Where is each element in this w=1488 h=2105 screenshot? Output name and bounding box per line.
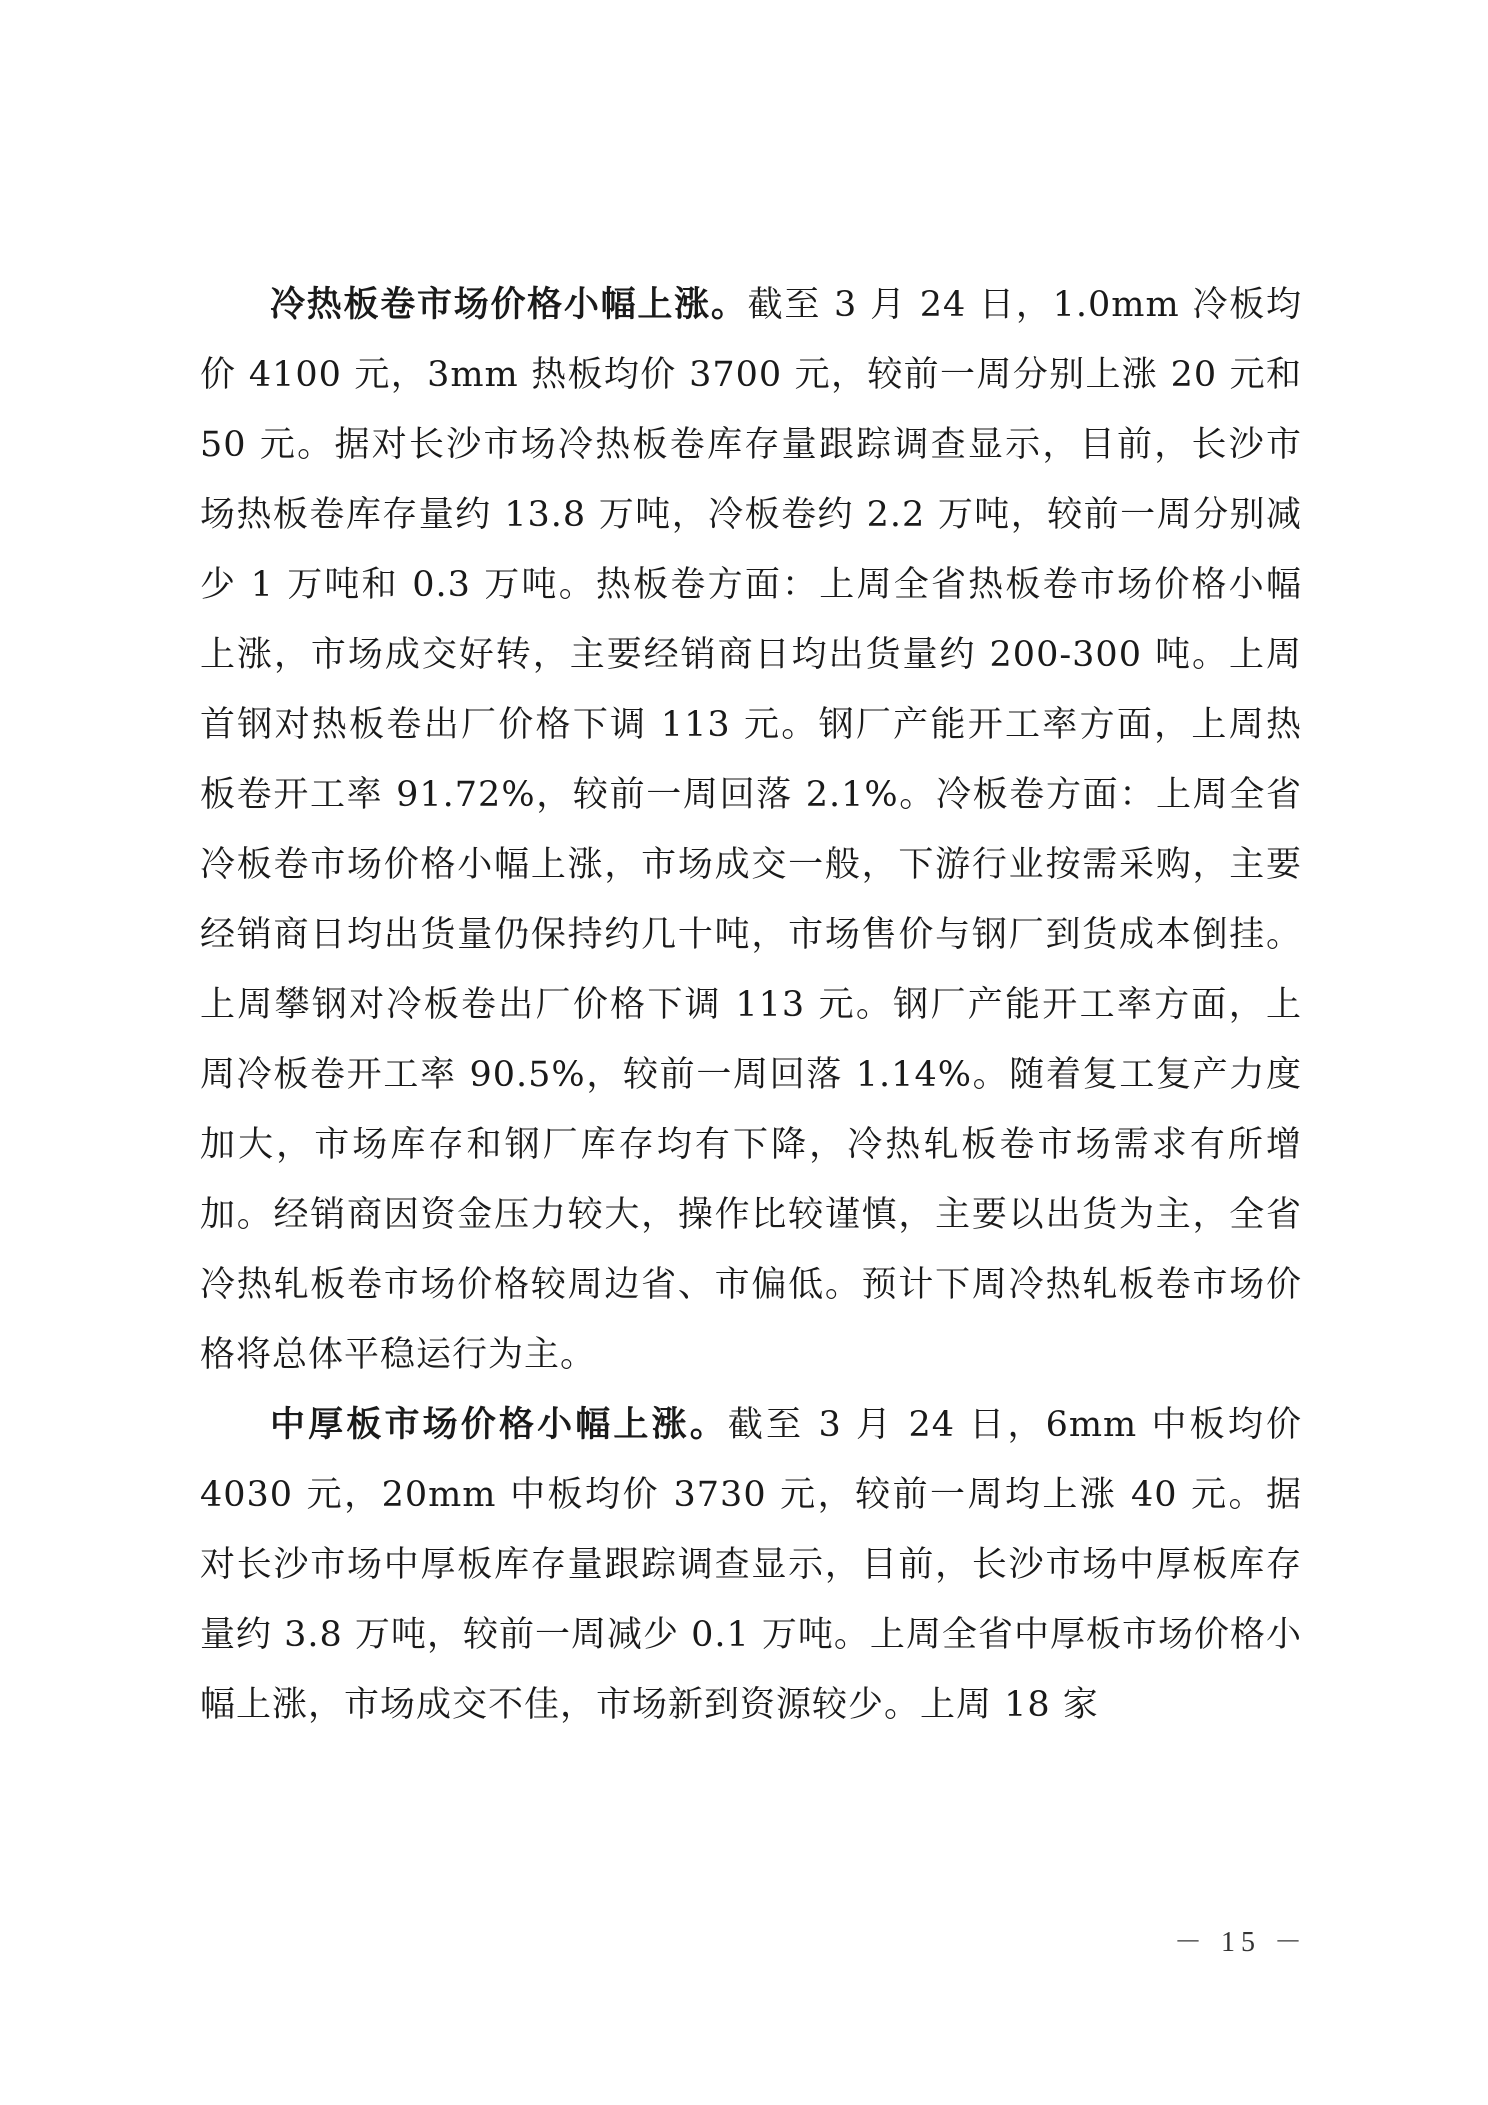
- paragraph-heading: 中厚板市场价格小幅上涨。: [270, 1405, 728, 1445]
- paragraph-text: 截至 3 月 24 日，6mm 中板均价 4030 元，20mm 中板均价 3730 元，较前一周均上涨 40 元。据对长沙市场中厚板库存量跟踪调查显示，目前，长沙市场中厚板库存量约 3.8 万吨，较前一周减少 0.1 万吨。上周全省中厚板市场价格小幅上涨，市场成交不佳，市场新到资源较少。上周 18 家: [200, 1405, 1302, 1725]
- paragraph-cold-hot-coil: [200, 270, 1302, 1390]
- paragraph-heading: 冷热板卷市场价格小幅上涨。: [270, 285, 748, 325]
- paragraph-medium-thick-plate: [200, 1390, 1302, 1740]
- page-body: [200, 270, 1302, 1740]
- paragraph-text: 截至 3 月 24 日，1.0mm 冷板均价 4100 元，3mm 热板均价 3700 元，较前一周分别上涨 20 元和 50 元。据对长沙市场冷热板卷库存量跟踪调查显示，目前，长沙市场热板卷库存量约 13.8 万吨，冷板卷约 2.2 万吨，较前一周分别减少 1 万吨和 0.3 万吨。热板卷方面：上周全省热板卷市场价格小幅上涨，市场成交好转，主要经销商日均出货量约 200-300 吨。上周首钢对热板卷出厂价格下调 113 元。钢厂产能开工率方面，上周热板卷开工率 91.72%，较前一周回落 2.1%。冷板卷方面：上周全省冷板卷市场价格小幅上涨，市场成交一般，下游行业按需采购，主要经销商日均出货量仍保持约几十吨，市场售价与钢厂到货成本倒挂。上周攀钢对冷板卷出厂价格下调 113 元。钢厂产能开工率方面，上周冷板卷开工率 90.5%，较前一周回落 1.14%。随着复工复产力度加大，市场库存和钢厂库存均有下降，冷热轧板卷市场需求有所增加。经销商因资金压力较大，操作比较谨慎，主要以出货为主，全省冷热轧板卷市场价格较周边省、市偏低。预计下周冷热轧板卷市场价格将总体平稳运行为主。: [200, 285, 1302, 1375]
- page-number: － 15 －: [1173, 1927, 1308, 1958]
